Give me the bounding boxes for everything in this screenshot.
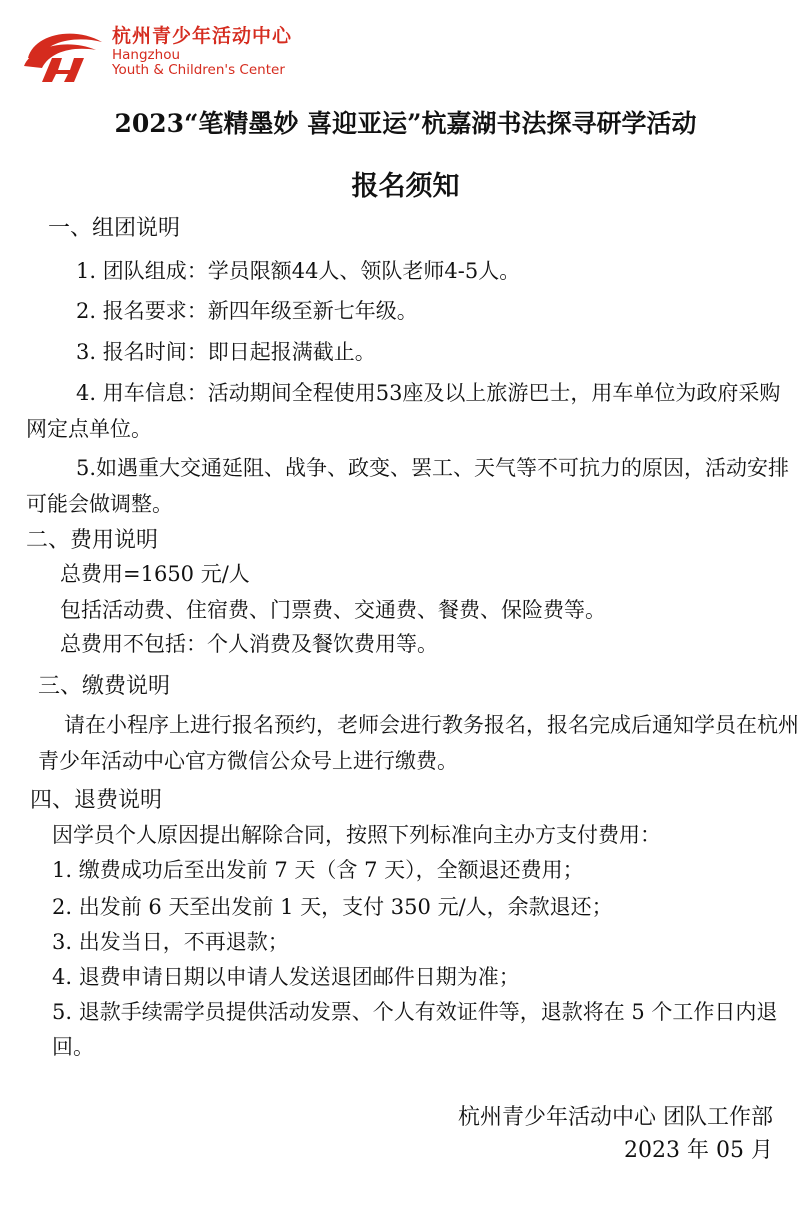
section-4-item-4: 4. 退费申请日期以申请人发送退团邮件日期为准；	[52, 965, 520, 989]
section-1-item-3: 3. 报名时间：即日起报满截止。	[76, 340, 376, 364]
section-4-heading: 四、退费说明	[30, 788, 163, 813]
logo-english-line-1: Hangzhou	[112, 47, 181, 63]
footer-date: 2023 年 05 月	[624, 1138, 773, 1163]
section-4-item-3: 3. 出发当日，不再退款；	[52, 930, 289, 954]
section-4-item-1: 1. 缴费成功后至出发前 7 天（含 7 天），全额退还费用；	[52, 858, 584, 882]
logo-text	[112, 24, 292, 78]
section-1-item-4: 4. 用车信息：活动期间全程使用53座及以上旅游巴士，用车单位为政府采购网定点单位。	[26, 381, 781, 441]
section-4-item-5: 5. 退款手续需学员提供活动发票、个人有效证件等，退款将在 5 个工作日内退回。	[52, 1000, 778, 1059]
logo-chinese-name: 杭州青少年活动中心	[112, 25, 293, 47]
section-1-item-1: 1. 团队组成：学员限额44人、领队老师4-5人。	[76, 259, 521, 283]
section-1-heading: 一、组团说明	[48, 216, 181, 241]
section-2-item-3: 总费用不包括：个人消费及餐饮费用等。	[60, 632, 438, 656]
section-3-heading: 三、缴费说明	[38, 674, 171, 699]
document-subtitle: 报名须知	[351, 171, 460, 202]
footer-organization: 杭州青少年活动中心 团队工作部	[458, 1105, 773, 1130]
section-2-heading: 二、费用说明	[26, 528, 159, 553]
section-1-item-5: 5.如遇重大交通延阻、战争、政变、罢工、天气等不可抗力的原因，活动安排可能会做调整。	[26, 456, 790, 516]
section-3-item-1: 请在小程序上进行报名预约，老师会进行教务报名，报名完成后通知学员在杭州青少年活动中心官方微信公众号上进行缴费。	[38, 713, 799, 773]
section-2-item-2: 包括活动费、住宿费、门票费、交通费、餐费、保险费等。	[60, 598, 606, 622]
logo-english-line-2: Youth & Children's Center	[112, 62, 285, 78]
section-4-intro: 因学员个人原因提出解除合同，按照下列标准向主办方支付费用：	[52, 823, 661, 847]
section-2-item-1: 总费用=1650 元/人	[60, 562, 250, 586]
section-1-item-2: 2. 报名要求：新四年级至新七年级。	[76, 299, 418, 323]
logo	[22, 24, 312, 86]
hangzhou-youth-center-logo-icon	[22, 28, 104, 82]
document-title: 2023“笔精墨妙 喜迎亚运”杭嘉湖书法探寻研学活动	[114, 109, 697, 138]
section-4-item-2: 2. 出发前 6 天至出发前 1 天，支付 350 元/人，余款退还；	[52, 895, 613, 919]
